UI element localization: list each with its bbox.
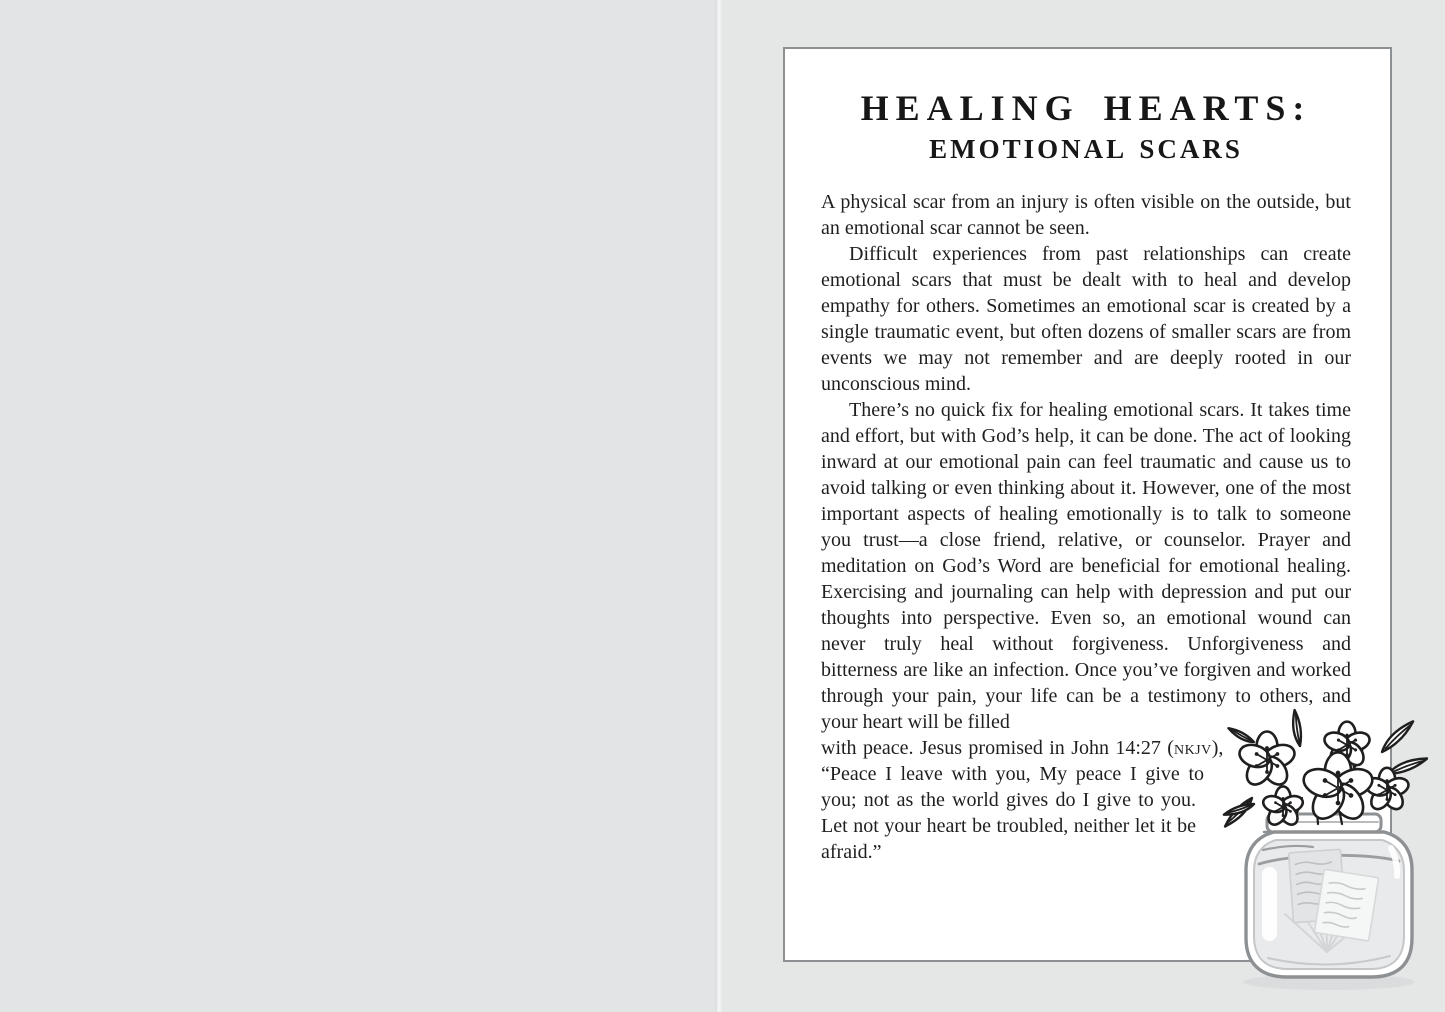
page-fold-line: [715, 0, 722, 1012]
page-subtitle: EMOTIONAL SCARS: [929, 134, 1243, 164]
left-blank-page: [0, 0, 718, 1012]
paragraph: Difficult experiences from past relationships can create emotional scars that must be dealt with to heal and develop empathy for others. Sometimes an emotional scar is created by a single traumatic event, but often dozens of smaller scars are from events we may not remember and are deeply rooted in our unconscious mind.: [821, 243, 1351, 395]
note-front: [1314, 869, 1378, 941]
paragraph: A physical scar from an injury is often visible on the outside, but an emotional scar cannot be seen.: [821, 191, 1351, 239]
paragraph-text: ), “Peace I leave with you, My peace I give to you; not as the world gives do I give to you. Let not your heart be troubled, neither let it be afraid.”: [821, 737, 1224, 863]
bible-translation-abbr: nkjv: [1173, 737, 1212, 759]
page-title: HEALING HEARTS:: [860, 88, 1312, 128]
flower-jar-illustration: [1196, 700, 1428, 992]
flowers-group: [1237, 722, 1411, 828]
paragraph-text: with peace. Jesus promised in John 14:27 (: [821, 737, 1174, 759]
paragraph-text: There’s no quick fix for healing emotional scars. It takes time and effort, but with God’s help, it can be done. The act of looking inward at our emotional pain can feel traumatic and cause us to avoid talking or even thinking about it. However, one of the most important aspects of healing emotionally is to talk to someone you trust—a close friend, relative, or counselor. Prayer and meditation on God’s Word are beneficial for emotional healing. Exercising and journaling can help with depression and put our thoughts into perspective. Even so, an emotional wound can never truly heal without forgiveness. Unforgiveness and bitterness are like an infection. Once you’ve forgiven and worked through your pain, your life can be a testimony to others, and your heart will be filled: [821, 399, 1351, 733]
jar-group: [1246, 814, 1412, 977]
